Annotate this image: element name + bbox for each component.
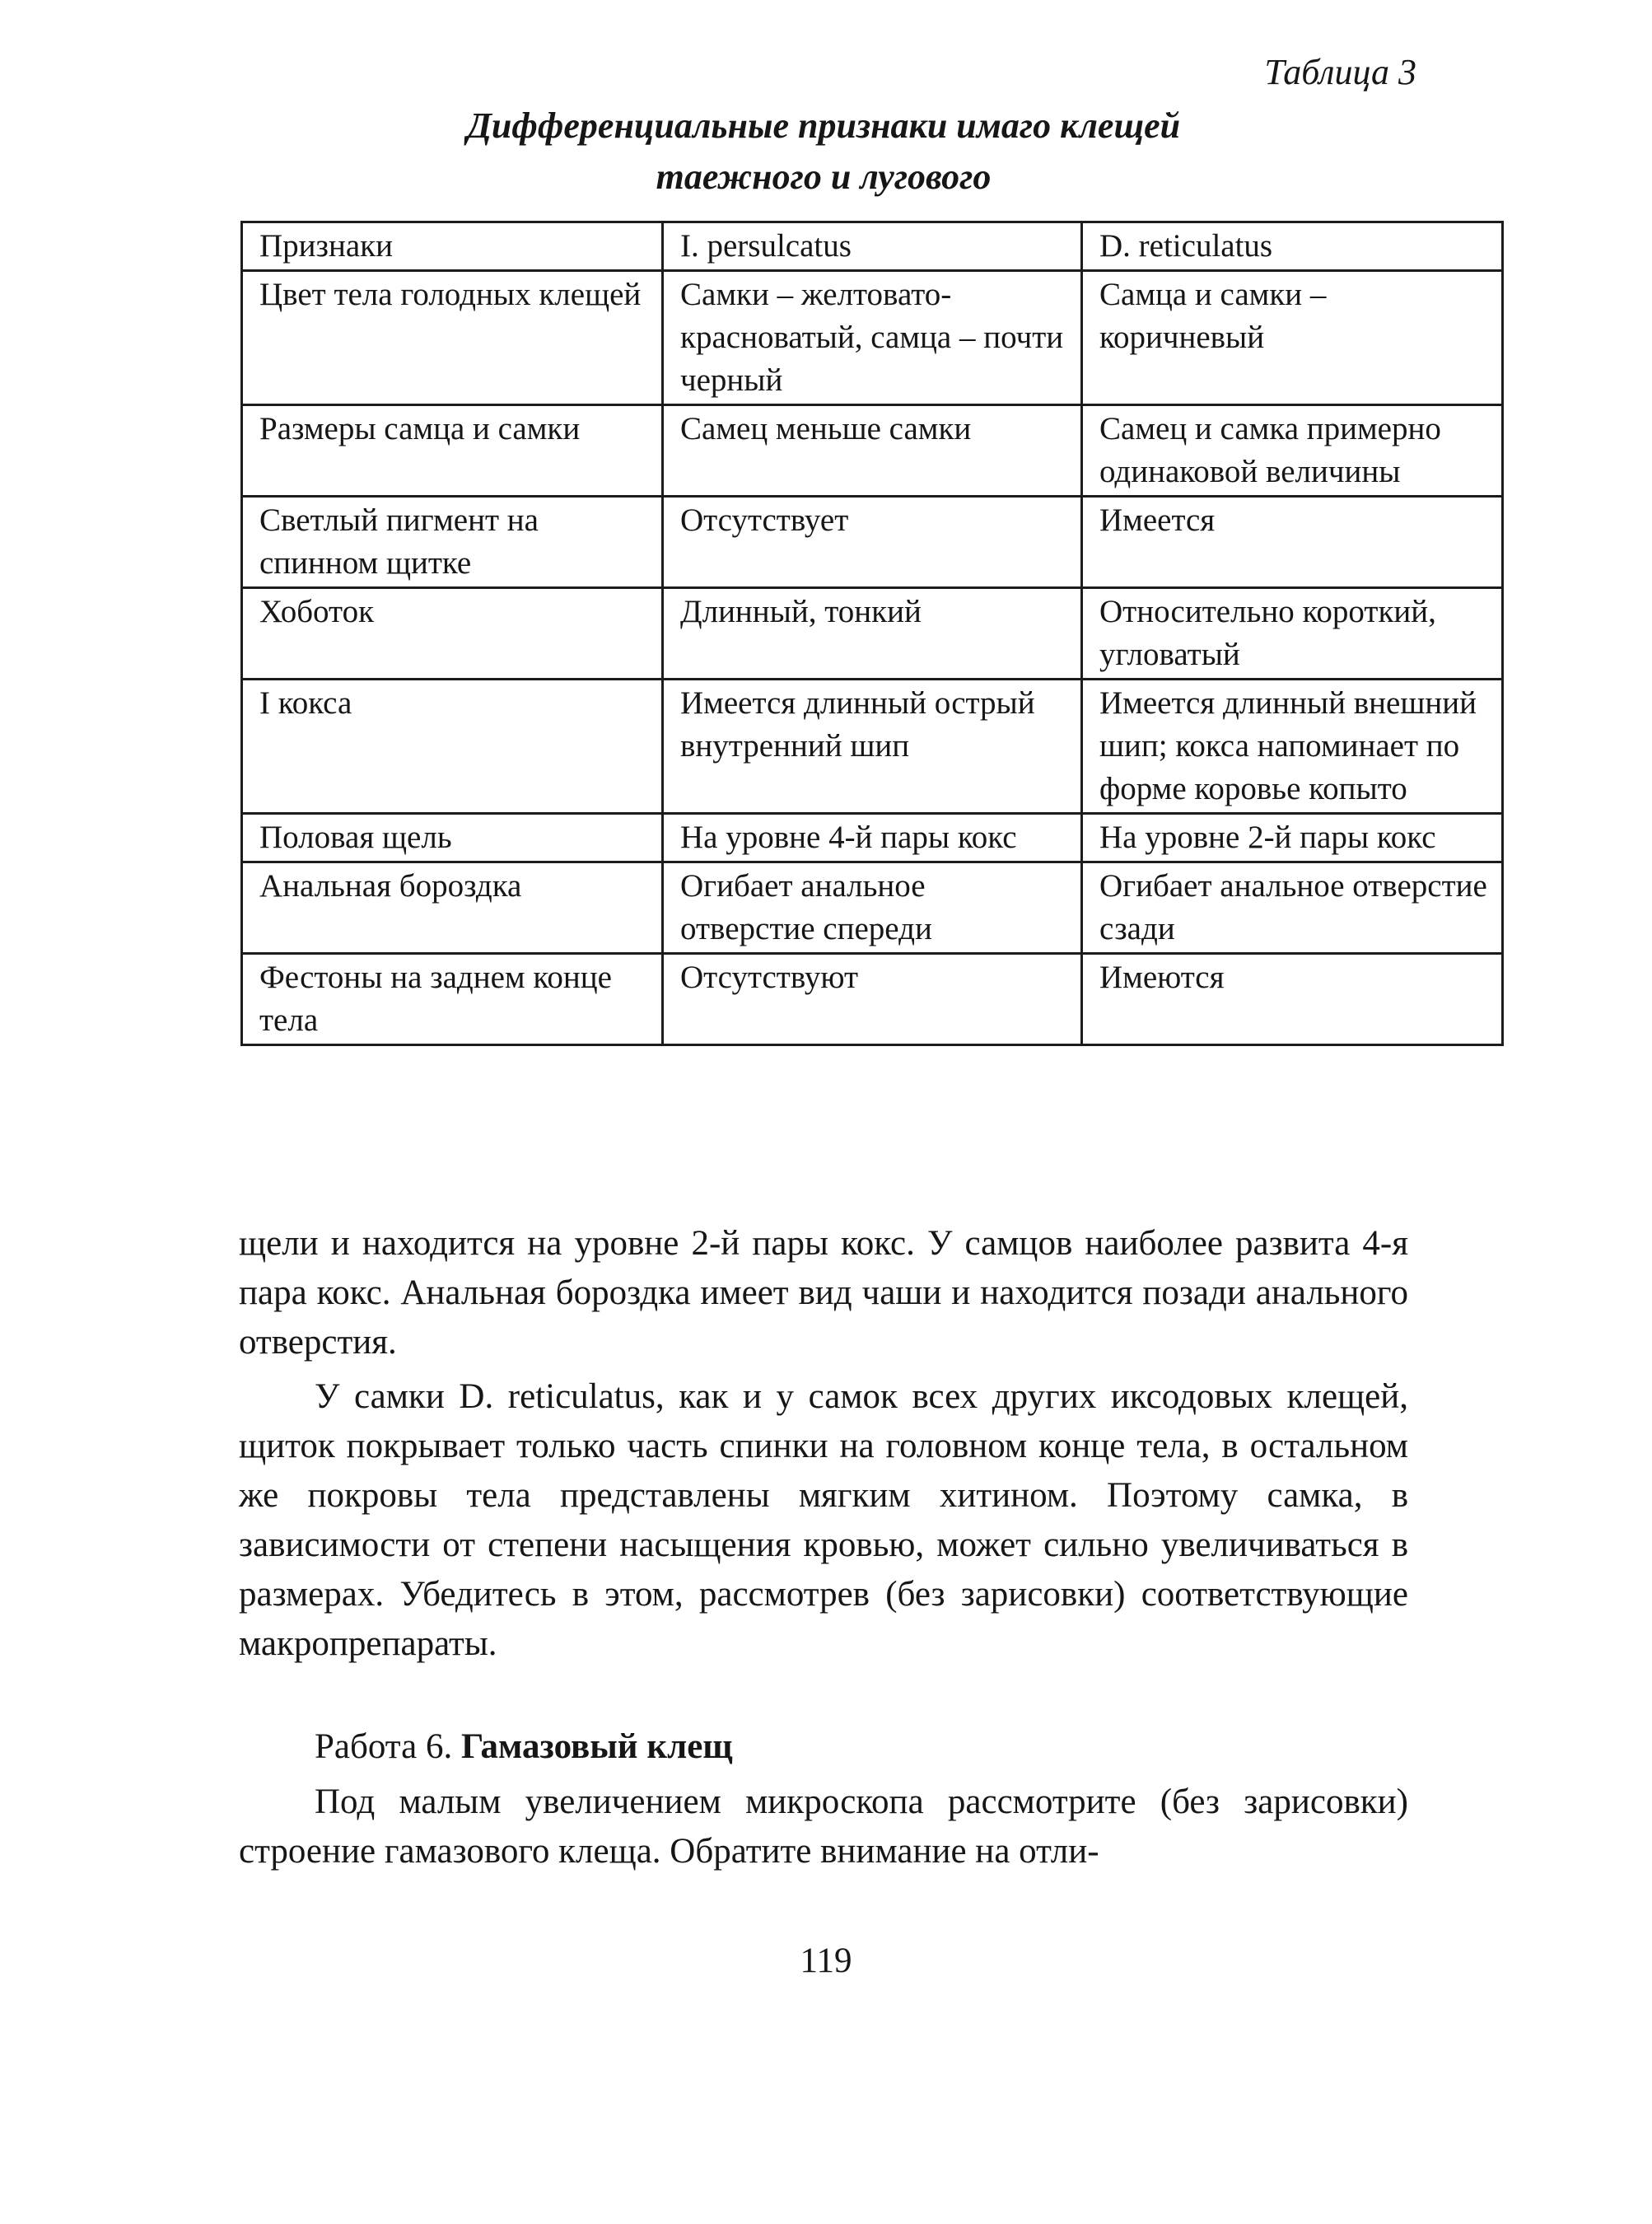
table-cell: Имеется длинный внешний шип; кокса напоминает по форме коровье копыто xyxy=(1082,680,1503,814)
differential-signs-table xyxy=(240,221,1504,1046)
table-cell: На уровне 4-й пары кокс xyxy=(663,814,1082,862)
table-title xyxy=(239,100,1408,203)
table-title-line-2: таежного и лугового xyxy=(656,157,992,197)
table-cell: Имеется длинный острый внутренний шип xyxy=(663,680,1082,814)
table-cell: Цвет тела голодных клещей xyxy=(242,271,663,405)
table-row xyxy=(242,680,1503,814)
table-cell: Фестоны на заднем конце тела xyxy=(242,954,663,1045)
table-title-line-1: Дифференциальные признаки имаго клещей xyxy=(466,105,1181,146)
table-row xyxy=(242,497,1503,588)
table-label: Таблица 3 xyxy=(1264,52,1416,92)
table-cell: На уровне 2-й пары кокс xyxy=(1082,814,1503,862)
table-cell: Самца и самки – коричневый xyxy=(1082,271,1503,405)
table-cell: Самец меньше самки xyxy=(663,405,1082,497)
section-title: Гамазовый клещ xyxy=(460,1727,733,1766)
table-cell: Размеры самца и самки xyxy=(242,405,663,497)
table-header-row xyxy=(242,222,1503,271)
table-cell: Половая щель xyxy=(242,814,663,862)
table-cell: Отсутствуют xyxy=(663,954,1082,1045)
body-paragraph-1: щели и находится на уровне 2-й пары кокс. У самцов наиболее развита 4-я пара кокс. Анальная бороздка имеет вид чаши и находится позади анального отверстия. xyxy=(239,1224,1408,1362)
section-heading xyxy=(315,1726,733,1767)
table-cell: I кокса xyxy=(242,680,663,814)
table-cell: Светлый пигмент на спинном щитке xyxy=(242,497,663,588)
table-row xyxy=(242,271,1503,405)
table-row xyxy=(242,588,1503,680)
table-row xyxy=(242,405,1503,497)
table-cell: Анальная бороздка xyxy=(242,862,663,954)
header-i-persulcatus: I. persulcatus xyxy=(663,222,1082,271)
table-cell: Имеется xyxy=(1082,497,1503,588)
table-cell: Хоботок xyxy=(242,588,663,680)
table-row xyxy=(242,814,1503,862)
table-cell: Имеются xyxy=(1082,954,1503,1045)
page-number: 119 xyxy=(800,1941,852,1980)
table-cell: Отсутствует xyxy=(663,497,1082,588)
table-cell: Длинный, тонкий xyxy=(663,588,1082,680)
header-d-reticulatus: D. reticulatus xyxy=(1082,222,1503,271)
table-cell: Огибает анальное отверстие спереди xyxy=(663,862,1082,954)
section-prefix: Работа 6. xyxy=(315,1727,453,1766)
body-paragraph-3: Под малым увеличением микроскопа рассмотрите (без зарисовки) строение гамазового клеща. Обратите внимание на отли- xyxy=(239,1782,1408,1871)
table-cell: Самки – желтовато-красноватый, самца – почти черный xyxy=(663,271,1082,405)
table-row xyxy=(242,954,1503,1045)
body-paragraph-2: У самки D. reticulatus, как и у самок всех других иксодовых клещей, щиток покрывает только часть спинки на головном конце тела, в остальном же покровы тела представлены мягким хитином. Поэтому самка, в зависимости от степени насыщения кровью, может сильно увеличиваться в размерах. Убедитесь в этом, рассмотрев (без зарисовки) соответствующие макропрепараты. xyxy=(239,1377,1408,1663)
header-signs: Признаки xyxy=(242,222,663,271)
table-cell: Самец и самка примерно одинаковой величины xyxy=(1082,405,1503,497)
table-cell: Огибает анальное отверстие сзади xyxy=(1082,862,1503,954)
table-row xyxy=(242,862,1503,954)
table-cell: Относительно короткий, угловатый xyxy=(1082,588,1503,680)
